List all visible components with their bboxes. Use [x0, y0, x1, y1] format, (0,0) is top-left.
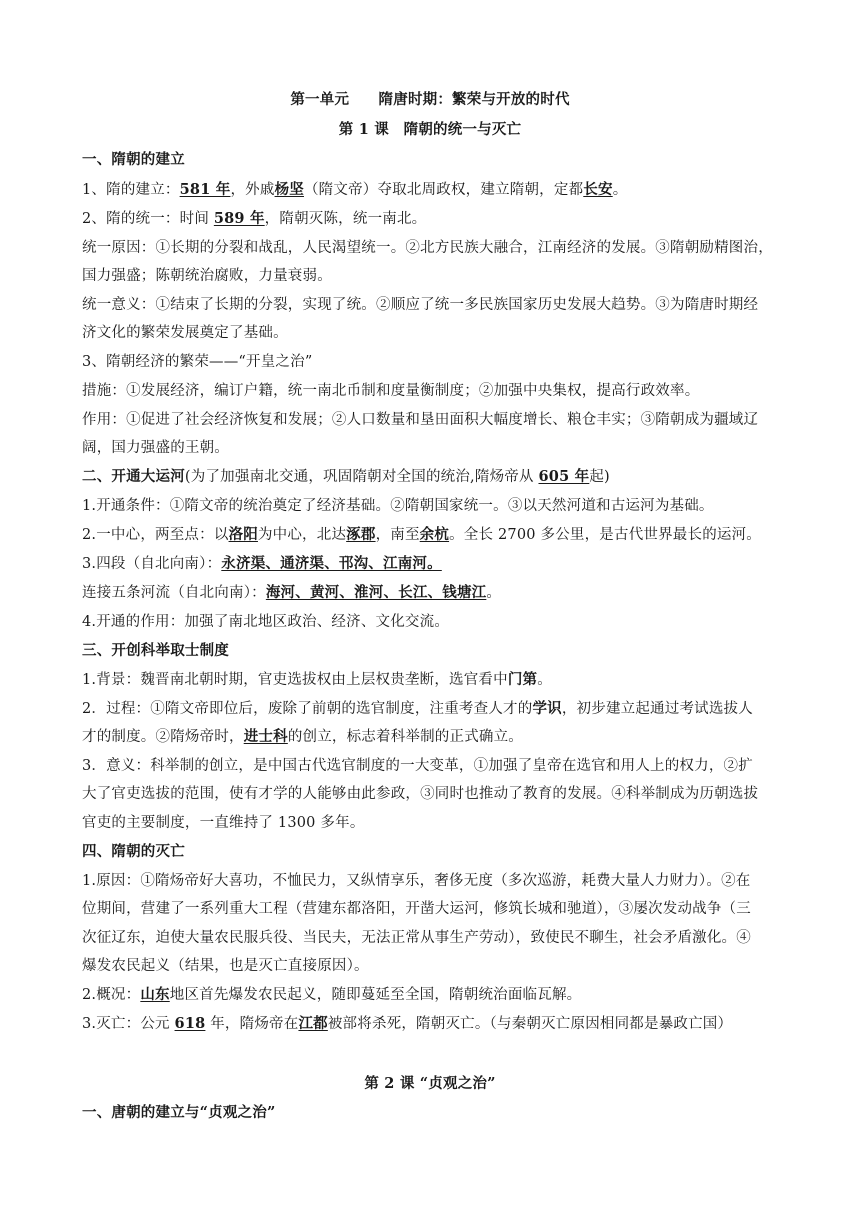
key-term: 山东 — [140, 986, 170, 1003]
text-line: 1.开通条件：①隋文帝的统治奠定了经济基础。②隋朝国家统一。③以天然河道和古运河为基础。 — [82, 498, 714, 514]
key-term: 进士科 — [243, 728, 288, 745]
key-term: 海河、黄河、淮河、长江、钱塘江 — [265, 584, 487, 601]
key-term: 江都 — [298, 1015, 328, 1032]
text-line: 阔，国力强盛的王朝。 — [82, 440, 229, 456]
text-line: 3.四段（自北向南）：永济渠、通济渠、邗沟、江南河。 — [82, 555, 442, 572]
unit-title: 第一单元 隋唐时期：繁荣与开放的时代 — [290, 91, 570, 108]
text-line: 2．过程：①隋文帝即位后，废除了前朝的选官制度，注重考查人才的学识，初步建立起通过考试选拔人 — [82, 700, 753, 717]
key-term: 学识 — [532, 700, 562, 717]
key-term: 581 年 — [179, 181, 231, 198]
section-heading-sui-fall: 四、隋朝的灭亡 — [82, 843, 185, 860]
key-term: 605 年 — [538, 468, 590, 485]
key-term: 洛阳 — [228, 526, 258, 543]
text-line: 作用：①促进了社会经济恢复和发展；②人口数量和垦田面积大幅度增长、粮仓丰实；③隋朝成为疆域辽 — [82, 412, 759, 428]
key-term: 长安 — [583, 181, 613, 198]
section-heading-sui-founding: 一、隋朝的建立 — [82, 151, 185, 168]
text-line: 位期间，营建了一系列重大工程（营建东都洛阳，开凿大运河，修筑长城和驰道），③屡次发动战争（三 — [82, 901, 751, 917]
text-line: 2、隋的统一：时间 589 年，隋朝灭陈，统一南北。 — [82, 210, 427, 227]
text-line: 2.一中心，两至点：以洛阳为中心，北达涿郡，南至余杭。全长 2700 多公里，是古代世界最长的运河。 — [82, 526, 761, 543]
text-line: 官吏的主要制度，一直维持了 1300 多年。 — [82, 815, 365, 831]
text-line: 4.开通的作用：加强了南北地区政治、经济、文化交流。 — [82, 614, 450, 630]
key-term: 永济渠、通济渠、邗沟、江南河。 — [221, 555, 442, 572]
section-heading-tang-founding: 一、唐朝的建立与“贞观之治” — [82, 1104, 276, 1121]
text-line: 才的制度。②隋炀帝时，进士科的创立，标志着科举制的正式确立。 — [82, 728, 524, 745]
key-term: 618 — [174, 1015, 206, 1032]
text-line: 国力强盛；陈朝统治腐败，力量衰弱。 — [82, 268, 332, 284]
lesson-1-title: 第 1 课 隋朝的统一与灭亡 — [338, 121, 522, 138]
text-line: 连接五条河流（自北向南）：海河、黄河、淮河、长江、钱塘江。 — [82, 584, 502, 601]
text-line: 3、隋朝经济的繁荣——“开皇之治” — [82, 354, 313, 370]
text-line: 统一原因：①长期的分裂和战乱，人民渴望统一。②北方民族大融合，江南经济的发展。③隋朝励精图治， — [82, 240, 773, 256]
text-line: 次征辽东，迫使大量农民服兵役、当民夫，无法正常从事生产劳动），致使民不聊生，社会矛盾激化。④ — [82, 930, 751, 946]
text-line: 1.原因：①隋炀帝好大喜功，不恤民力，又纵情享乐，奢侈无度（多次巡游，耗费大量人力财力）。②在 — [82, 873, 751, 889]
text-line: 大了官吏选拔的范围，使有才学的人能够由此参政，③同时也推动了教育的发展。④科举制成为历朝选拔 — [82, 786, 759, 802]
key-term: 余杭 — [419, 526, 450, 543]
text-line: 2.概况：山东地区首先爆发农民起义，随即蔓延至全国，隋朝统治面临瓦解。 — [82, 986, 582, 1003]
lesson-2-title: 第 2 课 “贞观之治” — [364, 1075, 496, 1092]
text-line: 爆发农民起义（结果，也是灭亡直接原因）。 — [82, 958, 369, 974]
key-term: 杨坚 — [274, 181, 304, 198]
text-line: 措施：①发展经济，编订户籍，统一南北币制和度量衡制度；②加强中央集权，提高行政效率。 — [82, 383, 700, 399]
key-term: 涿郡 — [346, 526, 376, 543]
key-term: 门第 — [507, 671, 538, 688]
text-line: 济文化的繁荣发展奠定了基础。 — [82, 325, 288, 341]
text-line: 3．意义：科举制的创立，是中国古代选官制度的一大变革，①加强了皇帝在选官和用人上的权力，②扩 — [82, 758, 753, 774]
text-line: 3.灭亡：公元 618 年，隋炀帝在江都被部将杀死，隋朝灭亡。（与秦朝灭亡原因相同都是暴政亡国） — [82, 1015, 733, 1032]
text-line: 1.背景：魏晋南北朝时期，官吏选拔权由上层权贵垄断，选官看中门第。 — [82, 671, 552, 688]
section-heading-imperial-exam: 三、开创科举取士制度 — [82, 642, 229, 659]
key-term: 589 年 — [213, 210, 265, 227]
section-heading-grand-canal: 二、开通大运河(为了加强南北交通，巩固隋朝对全国的统治,隋炀帝从 605 年起) — [82, 468, 610, 485]
text-line: 统一意义：①结束了长期的分裂，实现了统。②顺应了统一多民族国家历史发展大趋势。③为隋唐时期经 — [82, 297, 759, 313]
text-line: 1、隋的建立：581 年，外戚杨坚（隋文帝）夺取北周政权，建立隋朝，定都长安。 — [82, 181, 628, 198]
